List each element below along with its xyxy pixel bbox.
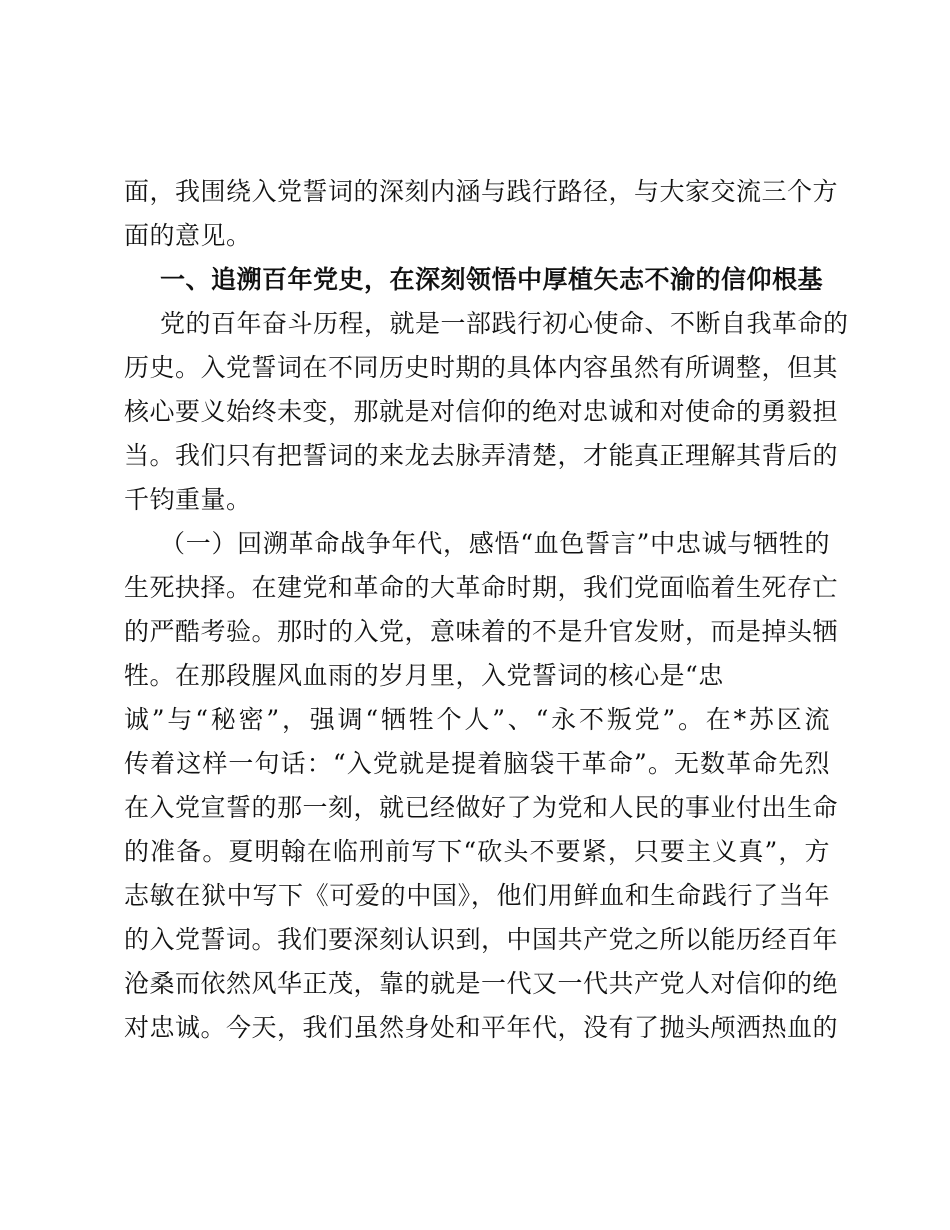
paragraph-line-5: 千钧重量。 [124,485,252,514]
subsection-line-8: 的准备。夏明翰在临刑前写下“砍头不要紧，只要主义真”，方 [124,837,830,866]
subsection-line-2: 生死抉择。在建党和革命的大革命时期，我们党面临着生死存亡 [124,573,839,602]
paragraph-line-2: 历史。入党誓词在不同历史时期的具体内容虽然有所调整，但其 [124,353,839,382]
subsection-line-3: 的严酷考验。那时的入党，意味着的不是升官发财，而是掉头牺 [124,617,839,646]
subsection-line-12: 对忠诚。今天，我们虽然身处和平年代，没有了抛头颅洒热血的 [124,1013,839,1042]
subsection-line-10: 的入党誓词。我们要深刻认识到，中国共产党之所以能历经百年 [124,925,839,954]
paragraph-line-1: 党的百年奋斗历程，就是一部践行初心使命、不断自我革命的 [160,309,849,338]
subsection-line-11: 沧桑而依然风华正茂，靠的就是一代又一代共产党人对信仰的绝 [124,969,839,998]
document-body [124,170,849,1050]
subsection-line-4: 牲。在那段腥风血雨的岁月里，入党誓词的核心是“忠 [124,661,724,690]
section-heading-1: 一、追溯百年党史，在深刻领悟中厚植矢志不渝的信仰根基 [160,265,824,294]
subsection-line-7: 在入党宣誓的那一刻，就已经做好了为党和人民的事业付出生命 [124,793,839,822]
body-line-1: 面，我围绕入党誓词的深刻内涵与践行路径，与大家交流三个方 [124,177,839,206]
body-line-2: 面的意见。 [124,221,252,250]
paragraph-line-4: 当。我们只有把誓词的来龙去脉弄清楚，才能真正理解其背后的 [124,441,839,470]
subsection-line-9: 志敏在狱中写下《可爱的中国》，他们用鲜血和生命践行了当年 [124,881,830,910]
subsection-line-1: （一）回溯革命战争年代，感悟“血色誓言”中忠诚与牺牲的 [160,529,830,558]
subsection-line-6: 传着这样一句话：“入党就是提着脑袋干革命”。无数革命先烈 [124,749,830,778]
paragraph-line-3: 核心要义始终未变，那就是对信仰的绝对忠诚和对使命的勇毅担 [124,397,839,426]
subsection-line-5: 诚”与“秘密”，强调“牺牲个人”、“永不叛党”。在*苏区流 [124,705,830,734]
